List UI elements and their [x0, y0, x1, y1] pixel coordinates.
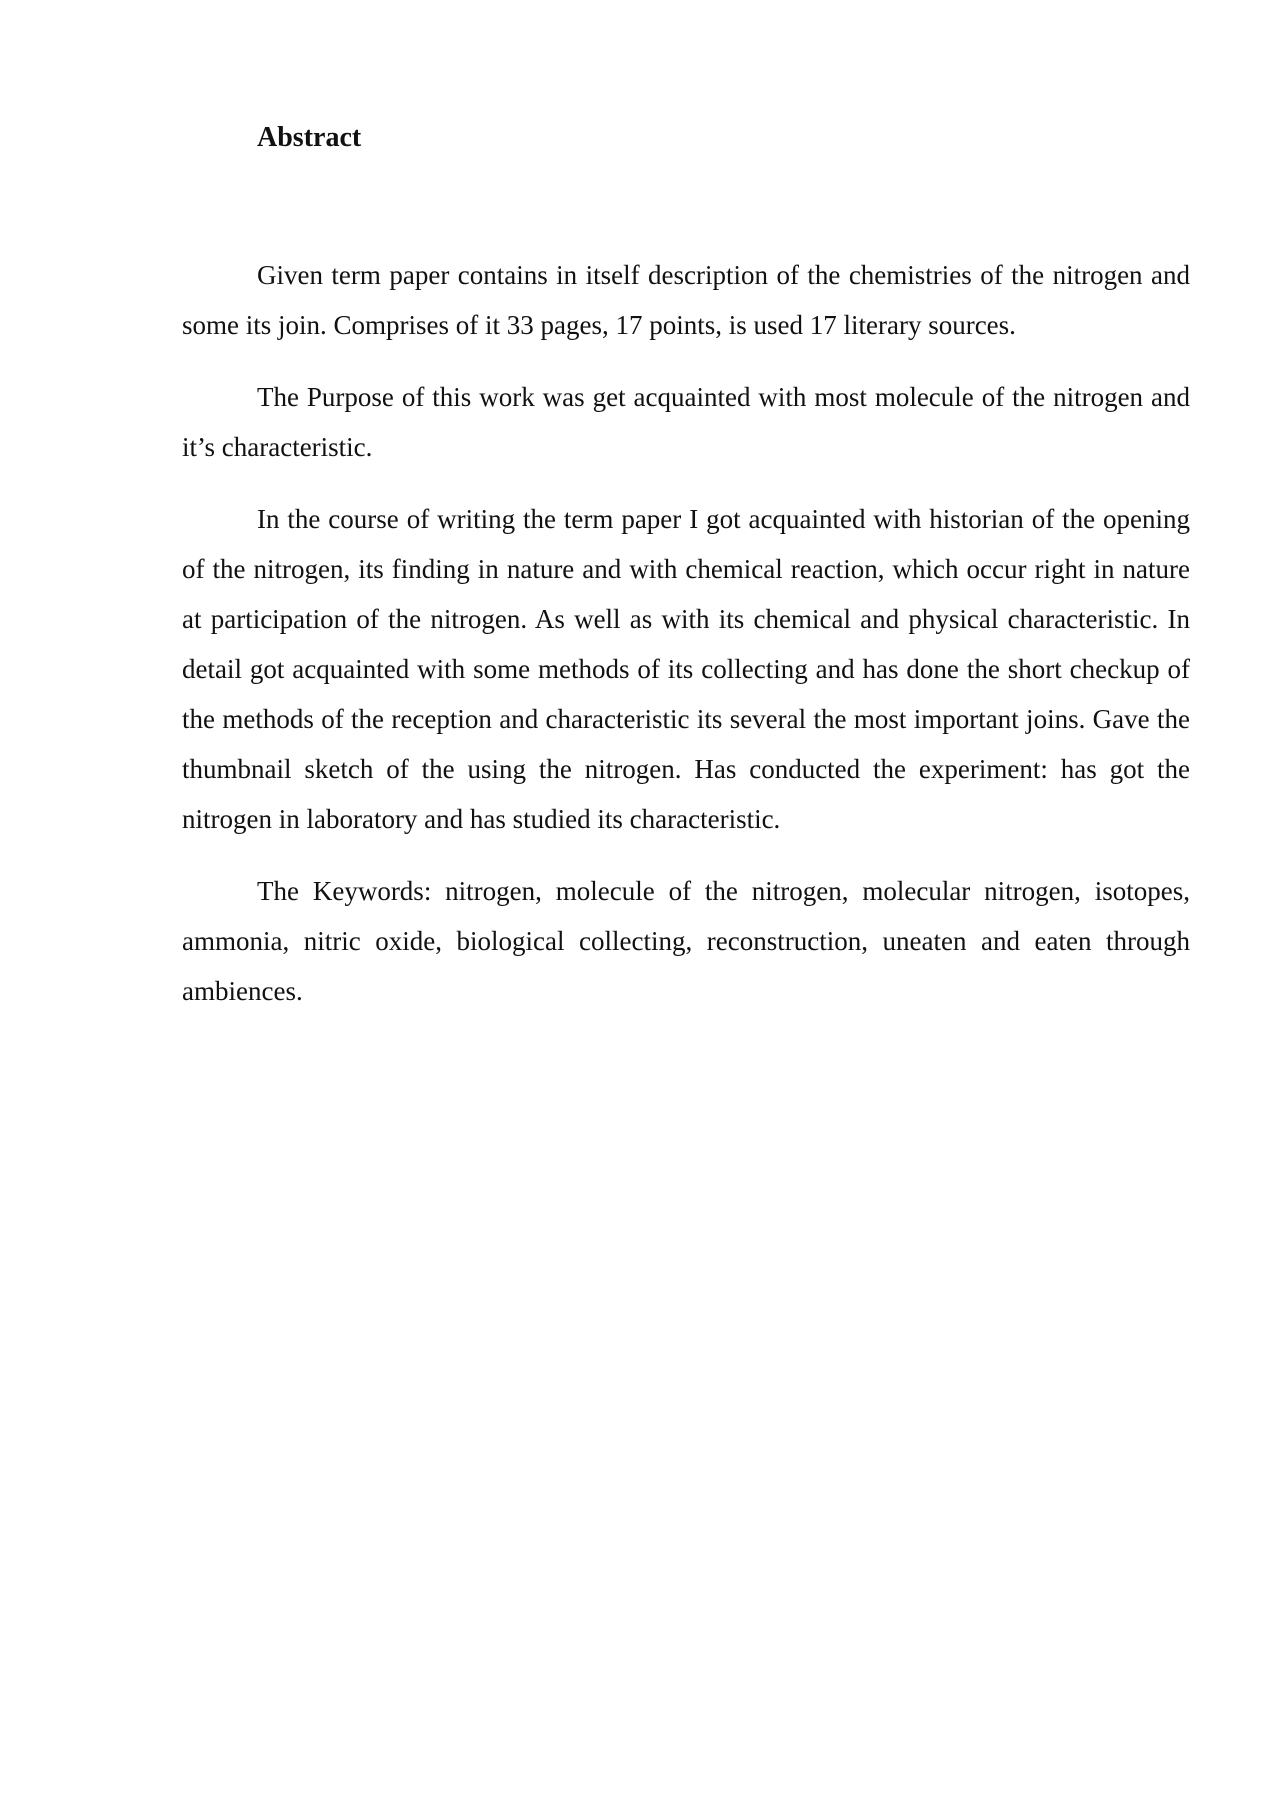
paragraph-summary: Given term paper contains in itself description of the chemistries of the nitrogen and some its join. Comprises of it 33 pages, 17 points, is used 17 literary sources.: [182, 260, 1190, 340]
paragraph-purpose: The Purpose of this work was get acquainted with most molecule of the nitrogen and it’s characteristic.: [182, 382, 1190, 462]
abstract-body: [182, 250, 1190, 1016]
abstract-heading: Abstract: [257, 122, 362, 153]
paragraph-keywords: The Keywords: nitrogen, molecule of the nitrogen, molecular nitrogen, isotopes, ammonia, nitric oxide, biological collecting, reconstruction, uneaten and eaten through ambiences.: [182, 876, 1190, 1006]
paragraph-course: In the course of writing the term paper I got acquainted with historian of the opening of the nitrogen, its finding in nature and with chemical reaction, which occur right in nature at participation of the nitrogen. As well as with its chemical and physical characteristic. In detail got acquainted with some methods of its collecting and has done the short checkup of the methods of the reception and characteristic its several the most important joins. Gave the thumbnail sketch of the using the nitrogen. Has conducted the experiment: has got the nitrogen in laboratory and has studied its characteristic.: [182, 504, 1190, 834]
